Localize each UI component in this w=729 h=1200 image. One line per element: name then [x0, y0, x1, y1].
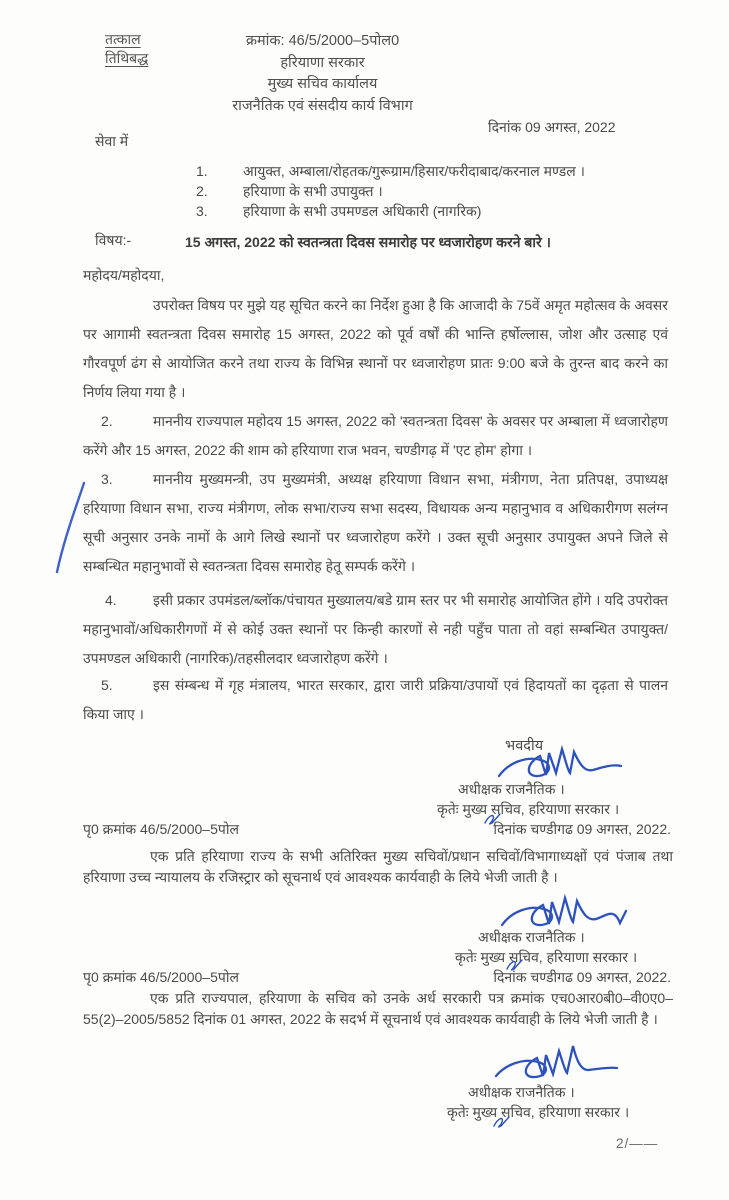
paragraph-text: उपरोक्त विषय पर मुझे यह सूचित करने का निर्देश हुआ है कि आजादी के 75वें अमृत महोत्सव के अवसर पर आगामी स्वतन्त्रता दिवस समारोह 15 अगस्त, 2022 को पूर्व वर्षों की भान्ति हर्षोल्लास, जोश और उत्साह एवं गौरवपूर्ण ढंग से आयोजित करने तथा राज्य के विभिन्न स्थानों पर ध्वजारोहण प्रातः 9:00 बजे के तुरन्त बाद करने का निर्णय लिया गया है ।: [83, 297, 668, 400]
recipient-number: 1.: [196, 163, 208, 179]
endorsement-row-1: [83, 820, 671, 839]
org-department: राजनैतिक एवं संसदीय कार्य विभाग: [232, 97, 413, 114]
paragraph-number: 3.: [101, 471, 113, 487]
endorsement-ref: पृ0 क्रमांक 46/5/2000–5पोल: [83, 969, 239, 985]
paragraph-text: माननीय मुख्यमन्त्री, उप मुख्यमंत्री, अध्यक्ष हरियाणा विधान सभा, मंत्रीगण, नेता प्रतिपक्ष, उपाध्यक्ष हरियाणा विधान सभा, राज्य मंत्रीगण, लोक सभा/राज्य सभा सदस्य, विधायक अन्य महानुभाव व अधिकारीगण सलंग्न सूची अनुसार उनके नामों के आगे लिखे स्थानों पर ध्वजारोहण करेंगे । उक्त सूची अनुसार उपायुक्त अपने जिले से सम्बन्धित महानुभावों से स्वतन्त्रता दिवस समारोह हेतू सम्पर्क करेंगे ।: [83, 471, 668, 574]
paragraph-text: माननीय राज्यपाल महोदय 15 अगस्त, 2022 को 'स्वतन्त्रता दिवस' के अवसर पर अम्बाला में ध्वजारोहण करेंगे और 15 अगस्त, 2022 की शाम को हरियाणा राज भवन, चण्डीगढ़ में 'एट होम' होगा ।: [83, 413, 668, 458]
letter-date: दिनांक 09 अगस्त, 2022: [488, 119, 616, 135]
urgency-line-2: तिथिबद्ध: [105, 50, 149, 66]
recipient-text: हरियाणा के सभी उपायुक्त ।: [243, 183, 383, 199]
signatory-for: कृतेः मुख्य सचिव, हरियाणा सरकार ।: [455, 949, 638, 965]
signature-ink: [490, 1042, 622, 1088]
paragraph-5: [83, 671, 668, 729]
signatory-title: अधीक्षक राजनैतिक ।: [478, 929, 585, 945]
paragraph-number: 4.: [105, 592, 117, 608]
paragraph-number: 5.: [101, 677, 113, 693]
endorsement-date: दिनांक चण्डीगढ 09 अगस्त, 2022.: [493, 969, 671, 985]
org-office: मुख्य सचिव कार्यालय: [267, 76, 378, 92]
page-continuation-mark: 2/——: [616, 1136, 659, 1151]
paragraph-2: [83, 407, 668, 465]
recipient-item: [196, 161, 585, 181]
recipient-text: आयुक्त, अम्बाला/रोहतक/गुरूग्राम/हिसार/फरीदाबाद/करनाल मण्डल ।: [243, 163, 585, 179]
paragraph-3: [83, 465, 668, 581]
paragraph-number: 2.: [101, 413, 113, 429]
recipient-item: [196, 201, 585, 221]
recipient-list: [196, 161, 585, 221]
org-name: हरियाणा सरकार: [280, 54, 365, 71]
reference-number: क्रमांक: 46/5/2000–5पोल0: [245, 33, 400, 49]
paragraph-1: [83, 291, 668, 407]
cc-text: एक प्रति राज्यपाल, हरियाणा के सचिव को उनके अर्ध सरकारी पत्र क्रमांक एच0आर0बी0–वी0ए0–55(2)–2005/5852 दिनांक 01 अगस्त, 2022 के सदर्भ में सूचनार्थ एवं आवश्यक कार्यवाही के लिये भेजी जाती है ।: [83, 990, 673, 1027]
recipient-number: 3.: [196, 203, 208, 219]
recipient-item: [196, 181, 585, 201]
signatory-title: अधीक्षक राजनैतिक ।: [458, 781, 565, 797]
closing-word: भवदीय: [505, 738, 544, 754]
pen-margin-slash: [46, 479, 91, 577]
recipient-number: 2.: [196, 183, 208, 199]
cc-paragraph-2: [83, 988, 673, 1030]
initials-ink: [492, 1115, 512, 1129]
subject-text: 15 अगस्त, 2022 को स्वतन्त्रता दिवस समारोह पर ध्वजारोहण करने बारे ।: [185, 234, 551, 250]
signatory-for: कृतेः मुख्य सचिव, हरियाणा सरकार ।: [447, 1104, 630, 1120]
signatory-for: कृतेः मुख्य सचिव, हरियाणा सरकार ।: [437, 801, 620, 817]
paragraph-4: [83, 586, 668, 673]
endorsement-ref: पृ0 क्रमांक 46/5/2000–5पोल: [83, 821, 239, 837]
greeting: महोदय/महोदया,: [83, 267, 165, 283]
endorsement-row-2: [83, 968, 671, 987]
paragraph-text: इस संम्बन्ध में गृह मंत्रालय, भारत सरकार, द्वारा जारी प्रक्रिया/उपायों एवं हिदायतों का दृढ़ता से पालन किया जाए ।: [83, 677, 668, 722]
to-label: सेवा में: [95, 133, 129, 149]
signatory-title: अधीक्षक राजनैतिक ।: [468, 1084, 575, 1100]
paragraph-text: इसी प्रकार उपमंडल/ब्लॉक/पंचायत मुख्यालय/बडे ग्राम स्तर पर भी समारोह आयोजित होंगे । यदि उपरोक्त महानुभावों/अधिकारीगणों में से कोई उक्त स्थानों पर किन्ही कारणों से नही पहुँच पाता तो वहां सम्बन्धित उपायुक्त/उपमण्डल अधिकारी (नागरिक)/तहसीलदार ध्वजारोहण करेंगे ।: [83, 592, 668, 666]
cc-text: एक प्रति हरियाणा राज्य के सभी अतिरिक्त मुख्य सचिवों/प्रधान सचिवों/विभागाध्यक्षों एवं पंजाब तथा हरियाणा उच्च न्यायालय के रजिस्ट्रार को सूचनार्थ एवं आवश्यक कार्यवाही के लिये भेजी जाती है ।: [83, 848, 673, 885]
subject-label: विषय:-: [95, 232, 132, 248]
endorsement-date: दिनांक चण्डीगढ 09 अगस्त, 2022.: [493, 821, 671, 837]
urgency-line-1: तत्काल: [105, 31, 141, 47]
letterhead: [40, 31, 605, 117]
cc-paragraph-1: [83, 846, 673, 888]
recipient-text: हरियाणा के सभी उपमण्डल अधिकारी (नागरिक): [243, 203, 482, 219]
